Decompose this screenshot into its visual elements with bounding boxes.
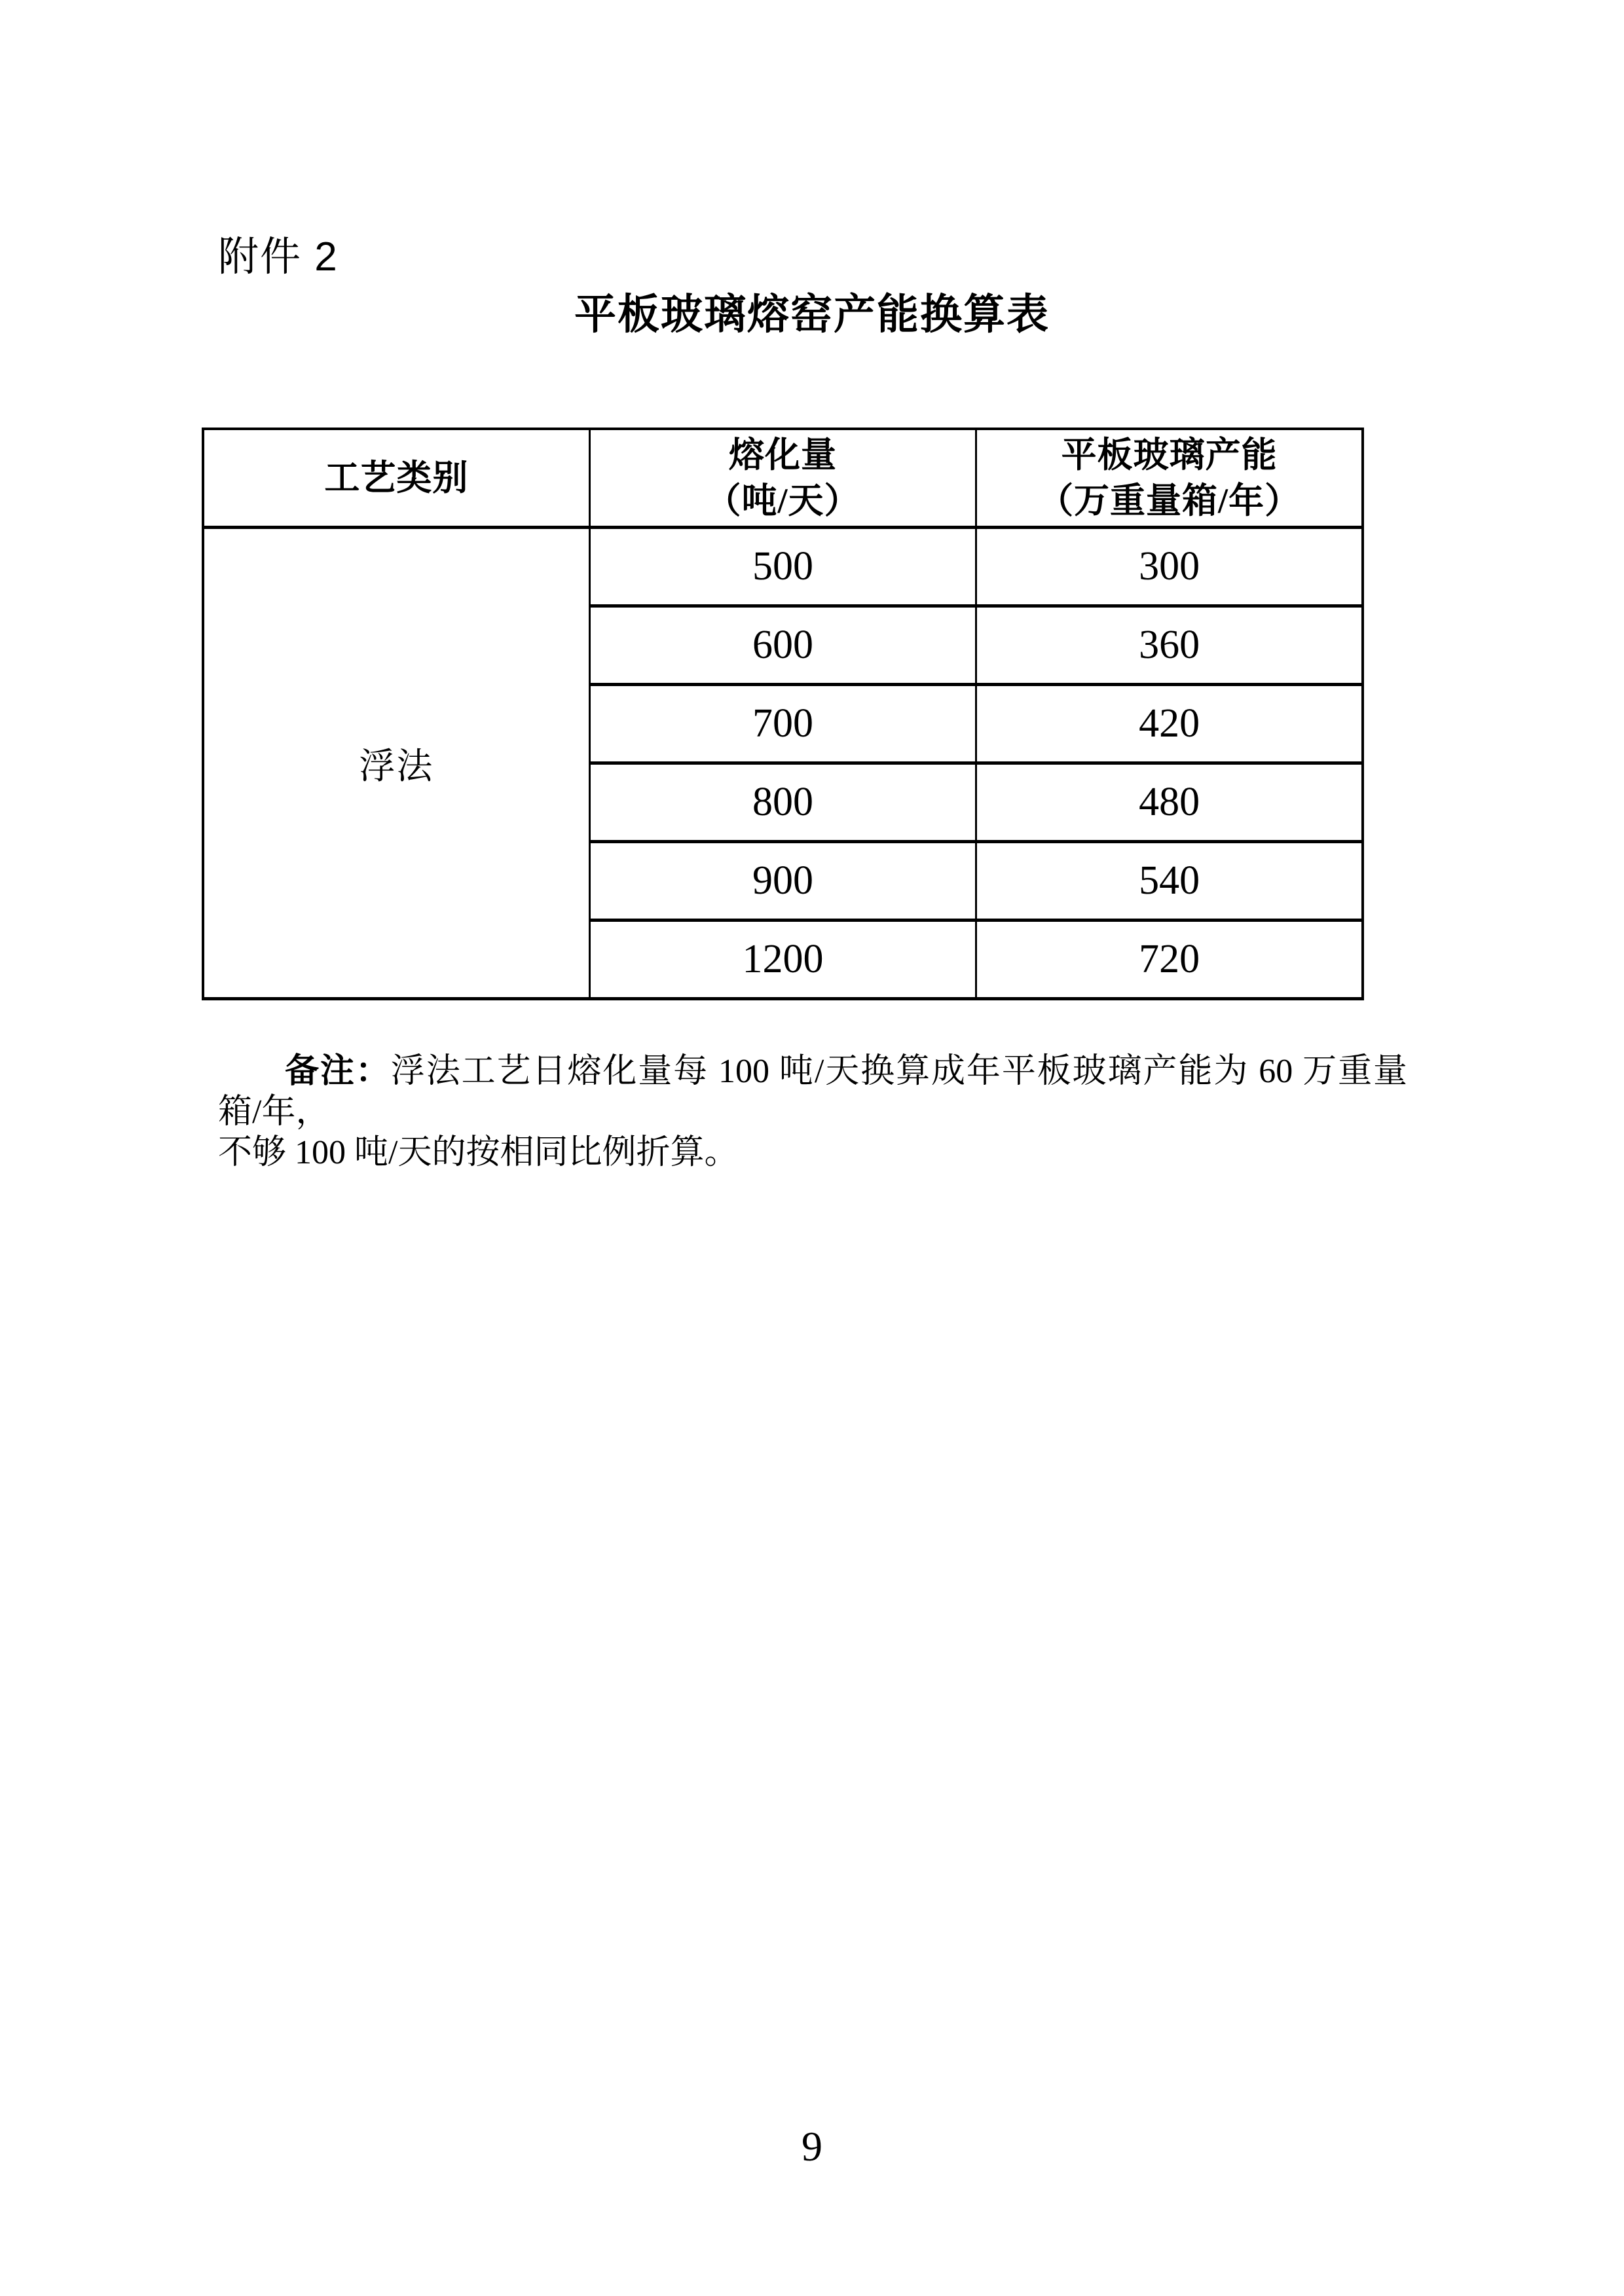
col-header-capacity-line1: 平板玻璃产能 (1061, 435, 1278, 475)
attachment-label: 附件 2 (218, 234, 339, 280)
capacity-cell: 420 (976, 684, 1363, 763)
page-number: 9 (802, 2123, 822, 2170)
col-header-melting-line1: 熔化量 (728, 435, 837, 475)
note-paragraph (218, 1051, 1407, 1173)
melting-cell: 800 (589, 763, 976, 841)
note-line-1 (218, 1051, 1407, 1133)
col-header-melting-amount (589, 429, 976, 527)
melting-cell: 500 (589, 527, 976, 606)
note-line-2: 不够 100 吨/天的按相同比例折算。 (218, 1134, 739, 1171)
capacity-cell: 720 (976, 920, 1363, 998)
melting-cell: 900 (589, 841, 976, 920)
capacity-cell: 480 (976, 763, 1363, 841)
col-header-capacity-line2: （万重量箱/年） (1038, 481, 1301, 520)
capacity-conversion-table (202, 428, 1364, 1000)
table-header-row (203, 429, 1363, 527)
capacity-cell: 300 (976, 527, 1363, 606)
col-header-process-type-label: 工艺类别 (324, 458, 469, 498)
note-line-1-text: 浮法工艺日熔化量每 100 吨/天换算成年平板玻璃产能为 60 万重量箱/年， (218, 1053, 1407, 1131)
col-header-melting-line2: （吨/天） (705, 481, 860, 520)
capacity-cell: 360 (976, 606, 1363, 684)
melting-cell: 700 (589, 684, 976, 763)
table-row (203, 527, 1363, 606)
col-header-process-type (203, 429, 589, 527)
capacity-cell: 540 (976, 841, 1363, 920)
process-type-cell: 浮法 (203, 527, 589, 998)
melting-cell: 1200 (589, 920, 976, 998)
note-label: 备注： (285, 1053, 391, 1090)
melting-cell: 600 (589, 606, 976, 684)
page-title: 平板玻璃熔窑产能换算表 (574, 291, 1050, 338)
col-header-glass-capacity (976, 429, 1363, 527)
